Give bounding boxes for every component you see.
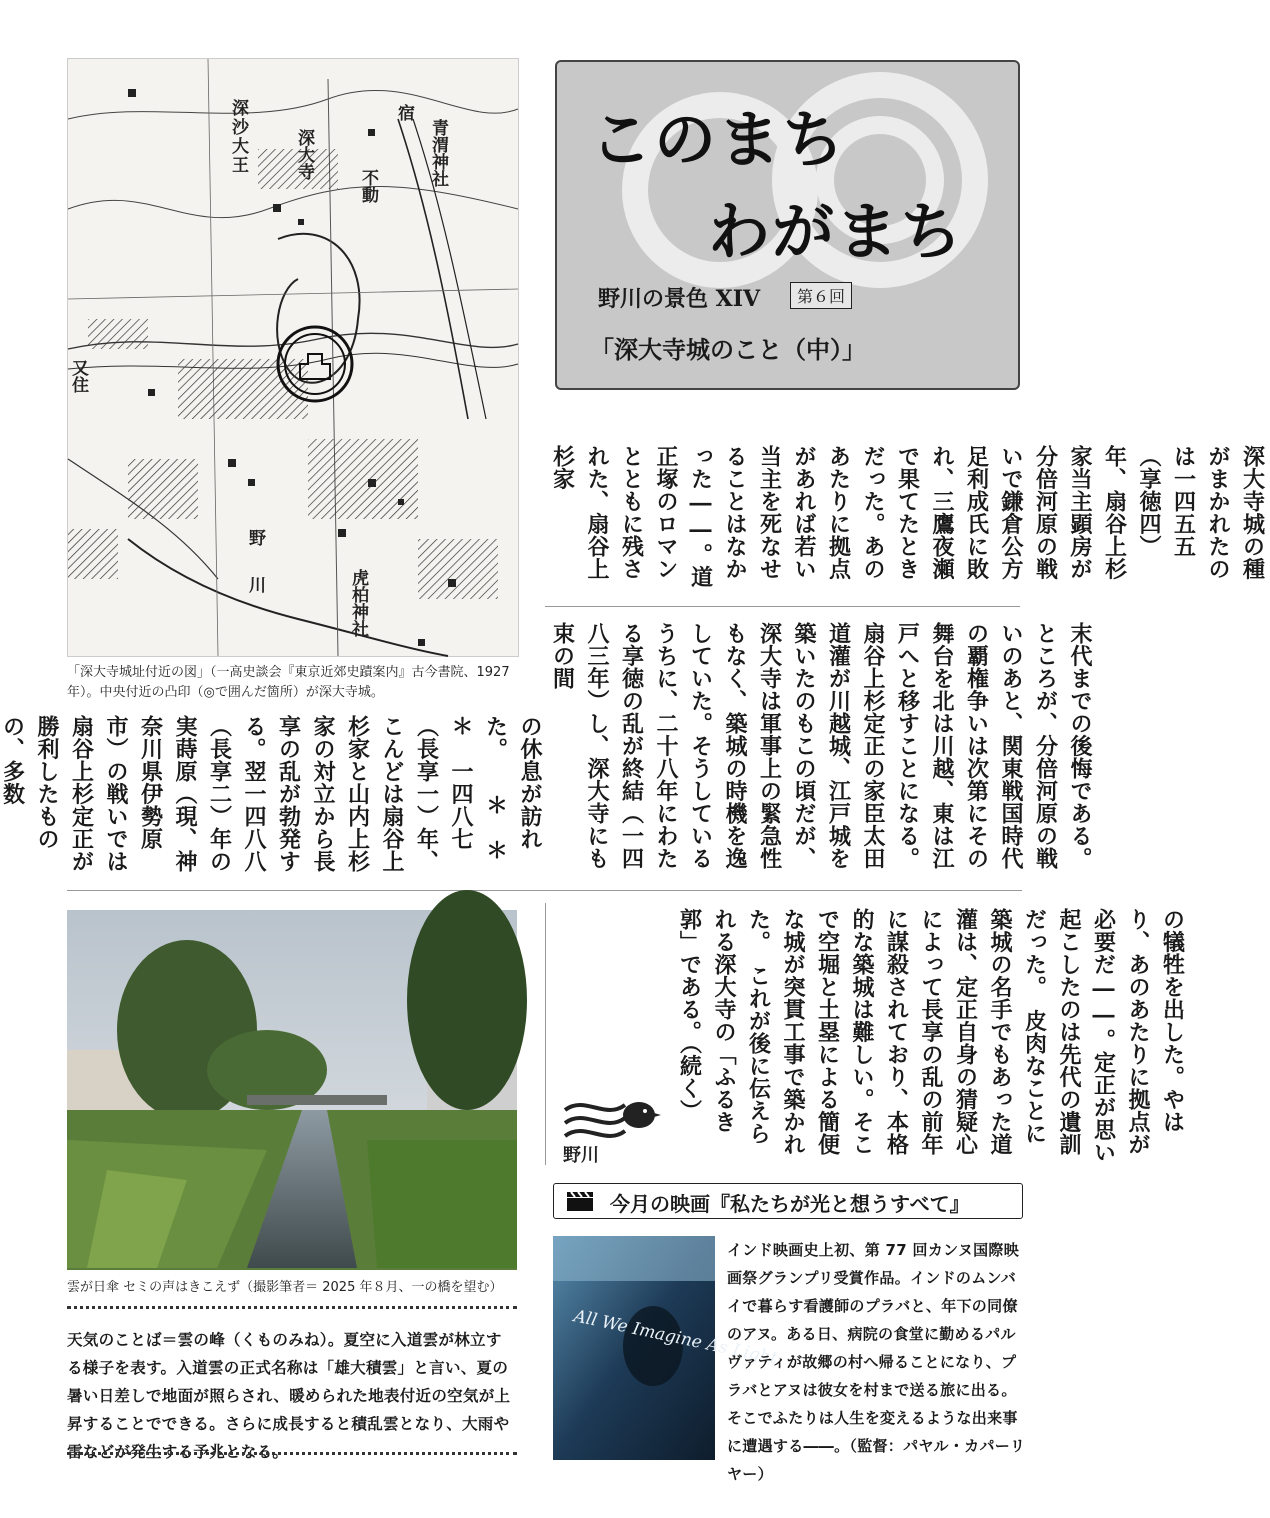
- divider: [545, 606, 1020, 607]
- movie-poster: [553, 1236, 780, 1460]
- photo-caption: 雲が日傘 セミの声はきこえず（撮影筆者＝ 2025 年８月、一の橋を望む）: [67, 1280, 503, 1295]
- map-label: 深沙大王: [228, 99, 248, 175]
- header-title-line1: このまち: [590, 103, 847, 176]
- map-caption: 「深大寺城址付近の図」（一高史談会『東京近郊史蹟案内』古今書院、1927 年）。中央付近の凸印（◎で囲んだ箇所）が深大寺城。: [67, 665, 510, 700]
- nogawa-logo: [555, 1075, 665, 1165]
- article-column-2: 末代までの後悔である。 ところが、分倍河原の戦いのあと、関東戦国時代の覇権争いは次第にその舞台を北は川越、東は江戸へと移すことになる。扇谷上杉定正の家臣太田道灌が川越城、江戸城を築いたのもこの頃だが、深大寺は軍事上の緊急性もなく、築城の時機を逸していた。そうしているうちに、二十八年にわたる享徳の乱が終結（一四八三年）し、深大寺にも束の間: [549, 622, 1093, 881]
- map-drawing: [68, 59, 518, 656]
- poster-title: All We Imagine As Light: [571, 1306, 780, 1370]
- clapperboard-icon: [566, 1190, 596, 1212]
- article-column-1: 深大寺城の種がまかれたのは一四五五（享徳四）年、扇谷上杉家当主顕房が分倍河原の戦いで鎌倉公方足利成氏に敗れ、三鷹夜瀬で果てたときだった。あのあたりに拠点があれば若い当主を死なせることはなかった――。道正塚のロマンとともに残された、扇谷上杉家: [549, 445, 1266, 588]
- header-title-line2: わがまち: [708, 195, 965, 268]
- dotted-divider: [67, 1452, 517, 1455]
- map-label: 不動: [358, 169, 378, 203]
- map-label: 深大寺: [294, 129, 314, 180]
- episode-badge: 第６回: [790, 282, 852, 309]
- map-label: 虎柏神社: [348, 569, 368, 637]
- divider: [67, 890, 1022, 891]
- map-label: 宿: [398, 104, 415, 124]
- map-label: 青渭神社: [428, 119, 448, 187]
- map-label: 又住: [68, 359, 88, 393]
- movie-title: 今月の映画『私たちが光と想うすべて』: [610, 1192, 970, 1216]
- poster-image: [553, 1236, 780, 1460]
- weather-words: 天気のことば＝雲の峰（くものみね）。夏空に入道雲が林立する様子を表す。入道雲の正式名称は「雄大積雲」と言い、夏の暑い日差しで地面が照らされ、暖められた地表付近の空気が上昇することでできる。さらに成長すると積乱雲となり、大雨や雷などが発生する予兆となる。: [67, 1330, 511, 1461]
- dotted-divider: [67, 1306, 517, 1309]
- article-subtitle: 「深大寺城のこと（中）」: [590, 335, 866, 364]
- article-column-4: の犠牲を出した。やはり、あのあたりに拠点が必要だ――。定正が思い起こしたのは先代の遺訓だった。 皮肉なことに築城の名手でもあった道灌は、定正自身の猜疑心によって長享の乱の前年に謀殺されており、本格的な築城は難しい。そこで空堀と土塁による簡便な城が突貫工事で築かれた。 これが後に伝えられる深大寺の「ふるき郭」である。（続く）: [676, 908, 1186, 1164]
- river-scene: [67, 910, 517, 1268]
- movie-description: インド映画史上初、第 77 回カンヌ国際映画祭グランプリ受賞作品。インドのムンバイで暮らす看護師のプラバと、年下の同僚のアヌ。ある日、病院の食堂に勤めるパルヴァティが故郷の村へ帰ることになり、プラバとアヌは彼女を村まで送る旅に出る。そこでふたりは人生を変えるような出来事に遭遇する――。（監督：パヤル・カパーリヤー）: [727, 1241, 1026, 1483]
- article-column-3: の休息が訪れた。 ＊ ＊ ＊ 一四八七（長享一）年、こんどは扇谷上杉家と山内上杉家の対立から長享の乱が勃発する。翌一四八八（長享二）年の実蒔原（現、神奈川県伊勢原市）の戦いでは扇谷上杉定正が勝利したものの、多数: [0, 715, 543, 884]
- bird-wave-icon: [555, 1075, 665, 1165]
- river-photo: [67, 910, 517, 1268]
- logo-text: 野川: [563, 1145, 599, 1166]
- divider: [545, 903, 546, 1165]
- map-label: 野川: [245, 529, 265, 623]
- historical-map: [67, 58, 519, 657]
- series-name: 野川の景色 XIV: [598, 286, 761, 312]
